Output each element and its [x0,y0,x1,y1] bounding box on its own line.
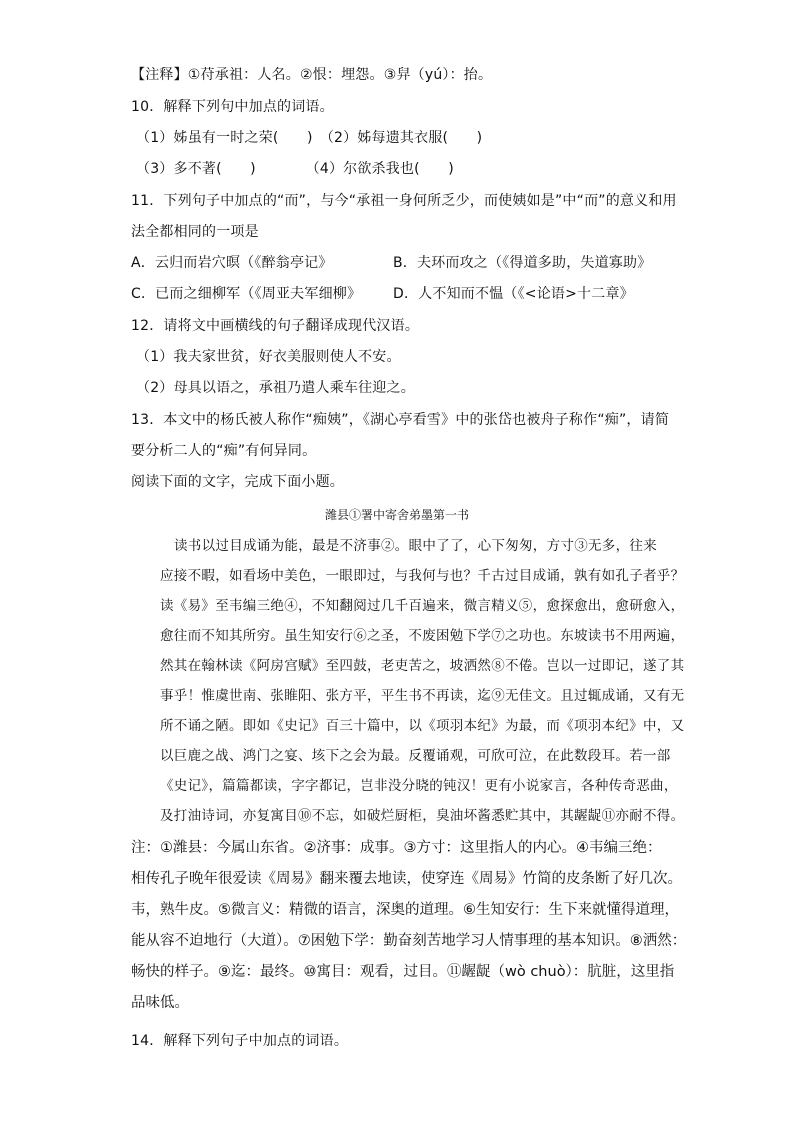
question-11-stem-line-1: 11．下列句子中加点的“而”，与今“承祖一身何所乏少，而使姨如是”中“而”的意义和用 [131,193,677,209]
letter-line: 应接不暇，如看场中美色，一眼即过，与我何与也？千古过目成诵，孰有如孔子者乎？ [160,568,685,584]
letter-line: 以巨鹿之战、鸿门之宴、垓下之会为最。反覆诵观，可欣可泣，在此数段耳。若一部 [160,748,671,764]
letter-line: 愈往而不知其所穷。虽生知安行⑥之圣，不废困勉下学⑦之功也。东坡读书不用两遍， [160,628,685,644]
letter-line: 及打油诗词，亦复寓目⑩不忘，如破烂厨柜，臭油坏酱悉贮其中，其龌龊⑪亦耐不得。 [160,808,685,824]
question-12-stem: 12．请将文中画横线的句子翻译成现代汉语。 [131,318,420,334]
letter-note-line: 品味低。 [131,995,189,1011]
question-13-line-1: 13．本文中的杨氏被人称作“痴姨”，《湖心亭看雪》中的张岱也被舟子称作“痴”，请简 [131,412,670,428]
question-10-stem: 10．解释下列句中加点的词语。 [131,99,334,115]
letter-note-line: 注：①潍县：今属山东省。②济事：成事。③方寸：这里指人的内心。④韦编三绝： [131,840,662,856]
letter-line: 《史记》，篇篇都读，字字都记，岂非没分晓的钝汉！更有小说家言，各种传奇恶曲， [160,778,678,794]
letter-line: 读书以过目成诵为能，最是不济事②。眼中了了，心下匆匆，方寸③无多，往来 [174,538,657,554]
question-12-item-2: （2）母具以语之，承祖乃遣人乘车往迎之。 [136,380,415,396]
question-11-option-a: A．云归而岩穴暝（《醉翁亭记》 [131,255,333,271]
letter-note-line: 能从容不迫地行（大道）。⑦困勉下学：勤奋刻苦地学习人情事理的基本知识。⑧洒然： [131,933,687,949]
letter-line: 所不诵之陋。即如《史记》百三十篇中，以《项羽本纪》为最，而《项羽本纪》中，又 [160,718,685,734]
question-14-stem: 14．解释下列句子中加点的词语。 [131,1033,349,1049]
question-11-option-b: B．夫环而攻之（《得道多助，失道寡助》 [393,255,652,271]
question-10-row-2: （3）多不著( ) （4）尔欲杀我也( ) [136,161,454,177]
letter-note-line: 畅快的样子。⑨迄：最终。⑩寓目：观看，过目。⑪龌龊（wò chuò）：肮脏，这里指 [131,964,675,980]
letter-line: 事乎！惟虞世南、张睢阳、张方平，平生书不再读，迄⑨无佳文。且过辄成诵，又有无 [160,688,685,704]
letter-note-line: 相传孔子晚年很爱读《周易》翻来覆去地读，使穿连《周易》竹简的皮条断了好几次。 [131,871,682,887]
question-11-option-d: D．人不知而不愠（《<论语>十二章》 [393,286,634,302]
letter-line: 读《易》至韦编三绝④，不知翻阅过几千百遍来，微言精义⑤，愈探愈出，愈研愈入， [160,598,685,614]
question-10-row-1: （1）姊虽有一时之荣( ) （2）姊每遗其衣服( ) [136,130,483,146]
question-11-option-c: C．已而之细柳军（《周亚夫军细柳》 [131,286,362,302]
letter-title: 潍县①署中寄舍弟墨第一书 [324,508,469,522]
passage-notes: 【注释】①苻承祖：人名。②恨：埋怨。③舁（yú）：抬。 [131,67,493,83]
letter-note-line: 韦，熟牛皮。⑤微言义：精微的语言，深奥的道理。⑥生知安行：生下来就懂得道理， [131,902,679,918]
question-13-line-2: 要分析二人的“痴”有何异同。 [131,443,317,459]
question-11-stem-line-2: 法全都相同的一项是 [131,224,259,240]
letter-line: 然其在翰林读《阿房宫赋》至四鼓，老吏苦之，坡洒然⑧不倦。岂以一过即记，遂了其 [160,658,685,674]
question-12-item-1: （1）我夫家世贫，好衣美服则使人不安。 [136,349,401,365]
reading-instruction: 阅读下面的文字，完成下面小题。 [131,474,344,490]
